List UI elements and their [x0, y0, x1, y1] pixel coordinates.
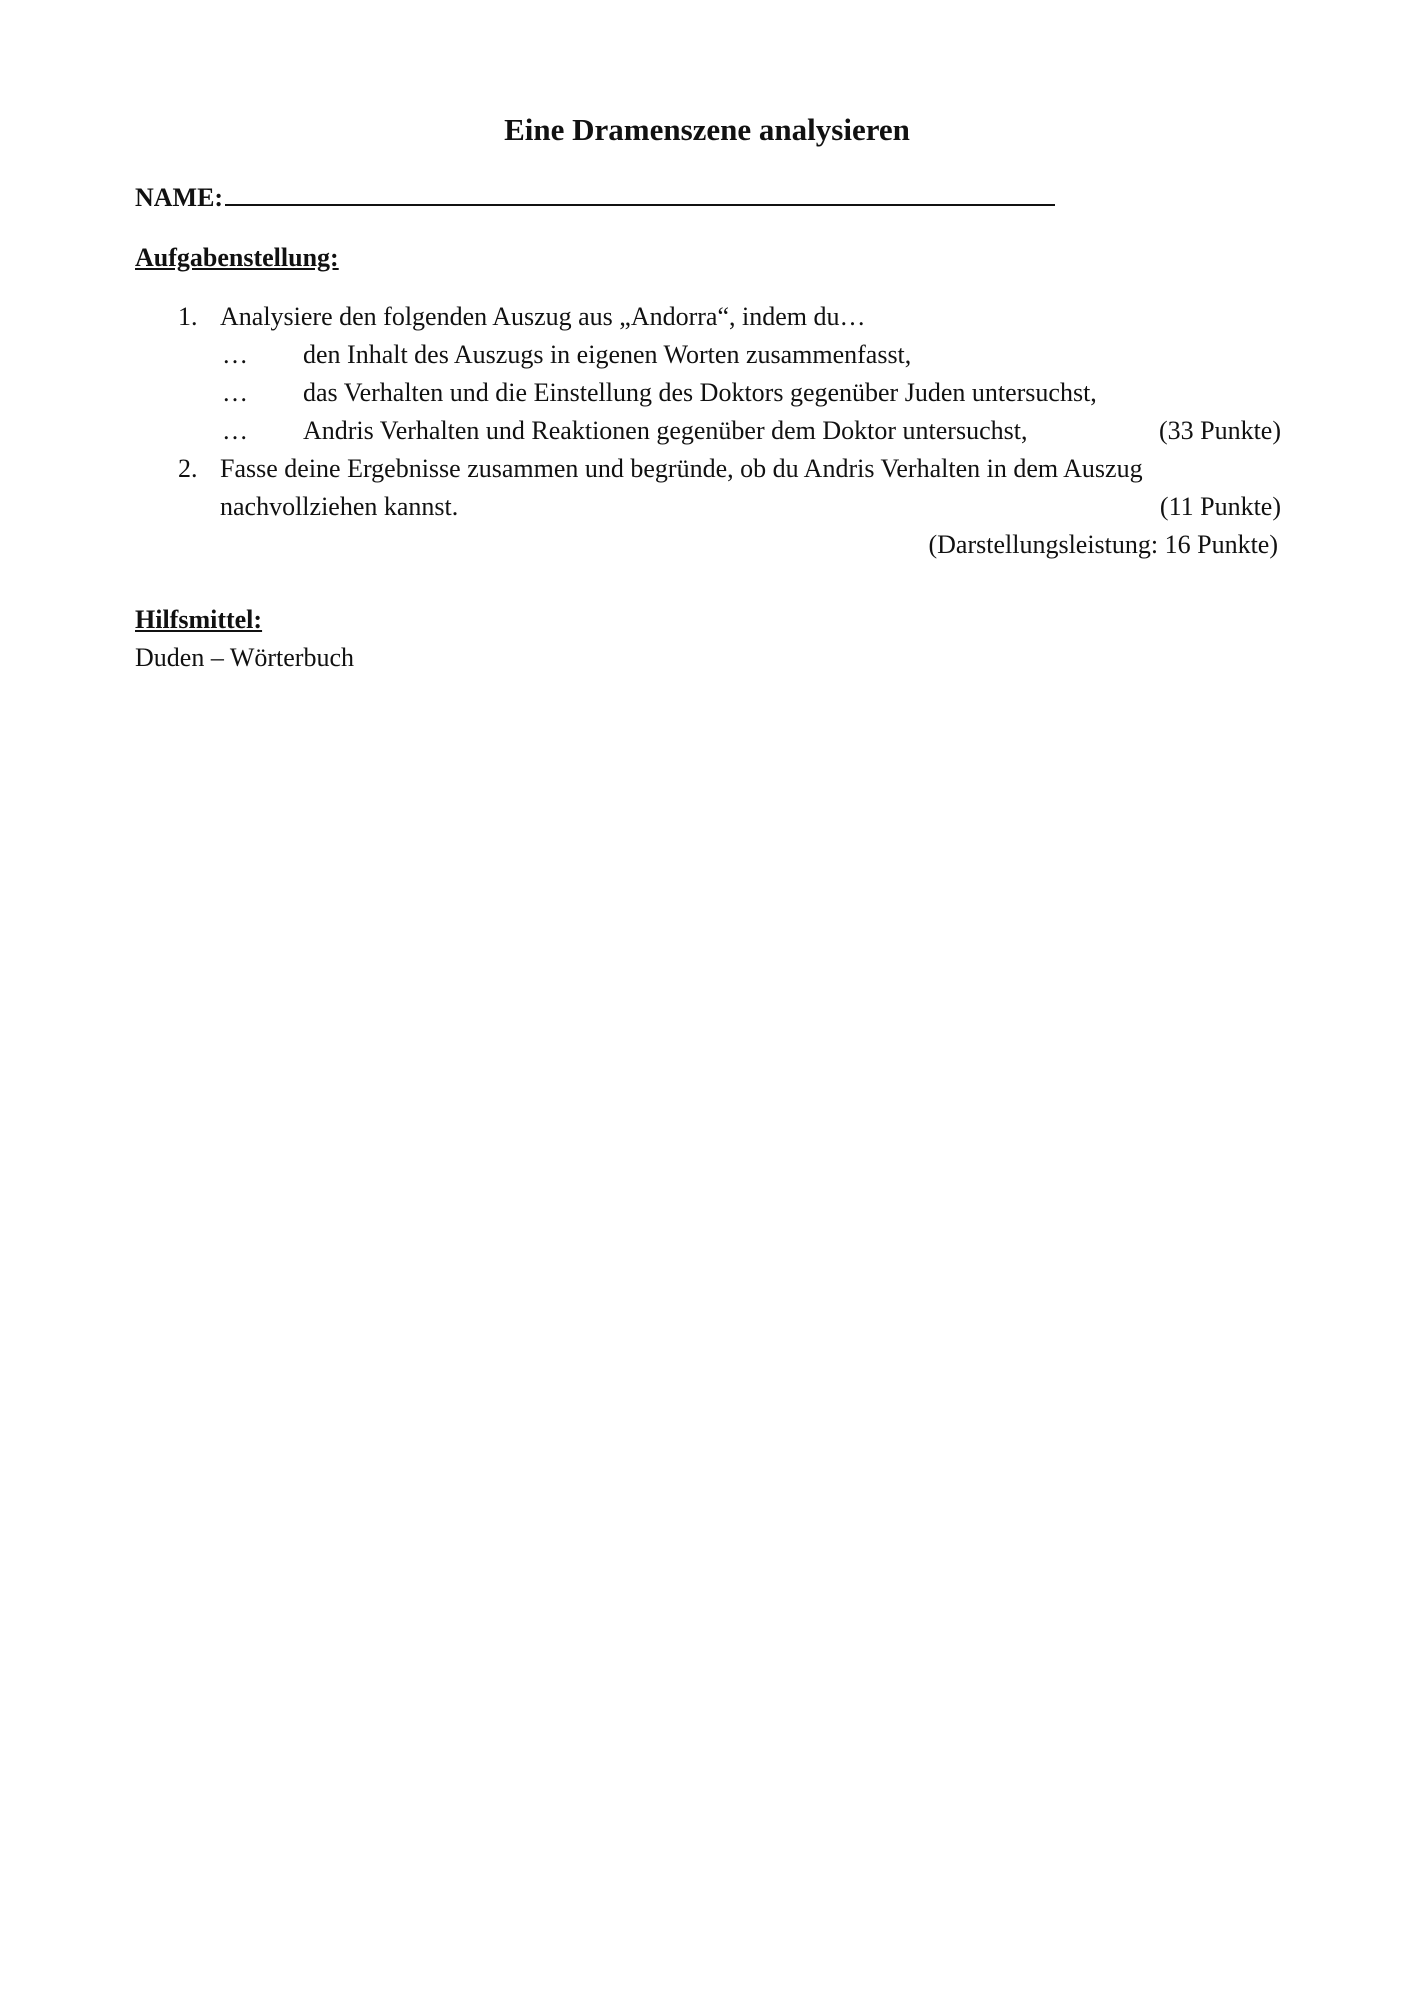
task-1-points: (33 Punkte) [1158, 416, 1281, 445]
task-1-subitem-2-marker: … [222, 378, 248, 407]
task-1-subitem-1-text: den Inhalt des Auszugs in eigenen Worten zusammenfasst, [303, 340, 912, 369]
task-2-points: (11 Punkte) [1159, 492, 1281, 521]
name-label: NAME: [135, 183, 224, 212]
aids-text: Duden – Wörterbuch [135, 643, 355, 672]
presentation-points: (Darstellungsleistung: 16 Punkte) [928, 530, 1278, 559]
task-heading: Aufgabenstellung: [135, 243, 339, 272]
page-title: Eine Dramenszene analysieren [504, 112, 910, 147]
task-1-subitem-3-marker: … [222, 416, 248, 445]
name-blank-line [225, 176, 1055, 206]
task-1-subitem-3-text: Andris Verhalten und Reaktionen gegenüber dem Doktor untersuchst, [303, 416, 1028, 445]
task-2-number: 2. [178, 454, 198, 483]
task-1-number: 1. [178, 302, 198, 331]
task-1-text: Analysiere den folgenden Auszug aus „Andorra“, indem du… [220, 302, 866, 331]
name-field-row [135, 176, 1055, 218]
aids-heading: Hilfsmittel: [135, 605, 263, 634]
task-1-subitem-2-text: das Verhalten und die Einstellung des Doktors gegenüber Juden untersuchst, [303, 378, 1097, 407]
task-2-text-line-1: Fasse deine Ergebnisse zusammen und begründe, ob du Andris Verhalten in dem Auszug [220, 454, 1143, 483]
task-1-subitem-1-marker: … [222, 340, 248, 369]
task-2-text-line-2: nachvollziehen kannst. [220, 492, 459, 521]
